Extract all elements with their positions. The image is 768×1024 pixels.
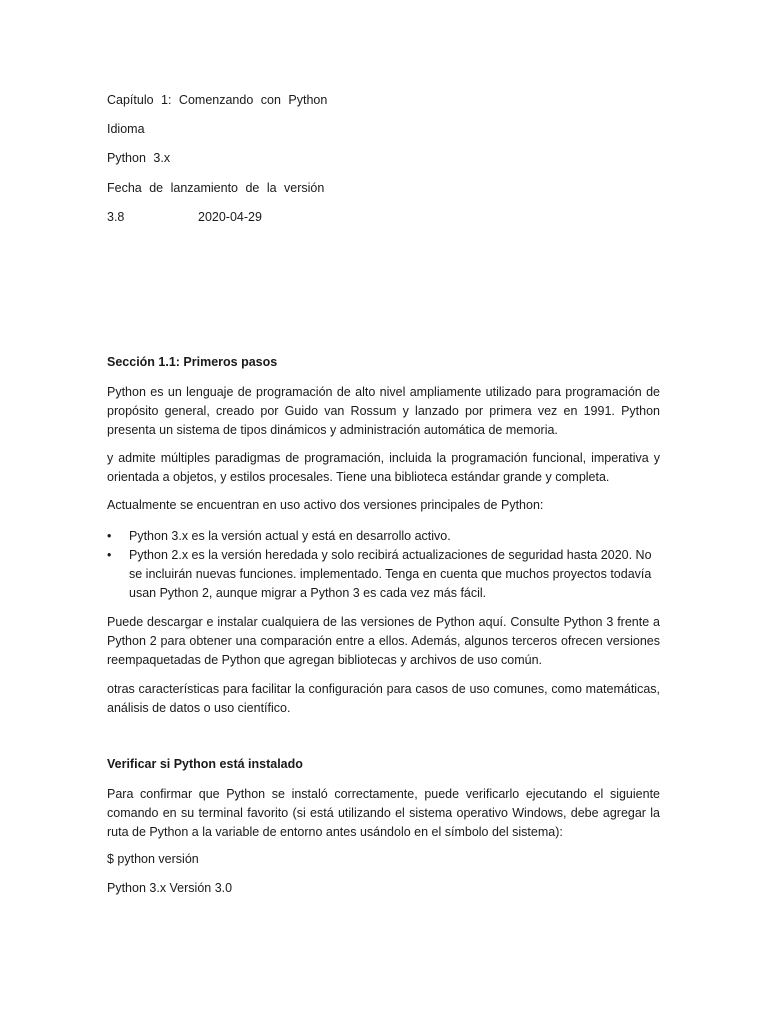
release-date-label: Fecha de lanzamiento de la versión [107,181,325,195]
release-date: 2020-04-29 [198,210,262,224]
list-item [107,527,660,546]
command-output: Python 3.x Versión 3.0 [107,881,233,895]
section-heading: Sección 1.1: Primeros pasos [107,355,278,369]
paragraph-versions: Actualmente se encuentran en uso activo dos versiones principales de Python: [107,498,544,512]
command-line: $ python versión [107,852,199,866]
paragraph-download: Puede descargar e instalar cualquiera de las versiones de Python aquí. Consulte Python 3 frente a Python 2 para obtener una comparación entre a ellos. Además, algunos terceros ofrecen versiones reempaquetadas de Python que agregan bibliotecas y archivos de uso común. [107,615,660,667]
paragraph-intro: Python es un lenguaje de programación de alto nivel ampliamente utilizado para programación de propósito general, creado por Guido van Rossum y lanzado por primera vez en 1991. Python presenta un sistema de tipos dinámicos y administración automática de memoria. [107,385,660,437]
language-value: Python 3.x [107,151,171,165]
bullet-marker: • [107,529,112,543]
version-number: 3.8 [107,210,125,224]
list-item-text: Python 3.x es la versión actual y está en desarrollo activo. [129,529,451,543]
bullet-marker: • [107,548,112,562]
verify-heading: Verificar si Python está instalado [107,757,303,771]
version-row [107,210,262,224]
chapter-title: Capítulo 1: Comenzando con Python [107,93,328,107]
paragraph-features: otras características para facilitar la configuración para casos de uso comunes, como matemáticas, análisis de datos o uso científico. [107,682,660,715]
list-item-text: Python 2.x es la versión heredada y solo recibirá actualizaciones de seguridad hasta 2020. No se incluirán nuevas funciones. implementado. Tenga en cuenta que muchos proyectos todavía usan Python 2, aunque migrar a Python 3 es cada vez más fácil. [129,548,652,600]
list-item [107,546,660,603]
versions-list [107,527,660,603]
language-label: Idioma [107,122,145,136]
paragraph-paradigms: y admite múltiples paradigmas de programación, incluida la programación funcional, imperativa y orientada a objetos, y estilos procesales. Tiene una biblioteca estándar grande y completa. [107,451,660,484]
paragraph-verify: Para confirmar que Python se instaló correctamente, puede verificarlo ejecutando el siguiente comando en su terminal favorito (si está utilizando el sistema operativo Windows, debe agregar la ruta de Python a la variable de entorno antes usándolo en el símbolo del sistema): [107,787,660,839]
